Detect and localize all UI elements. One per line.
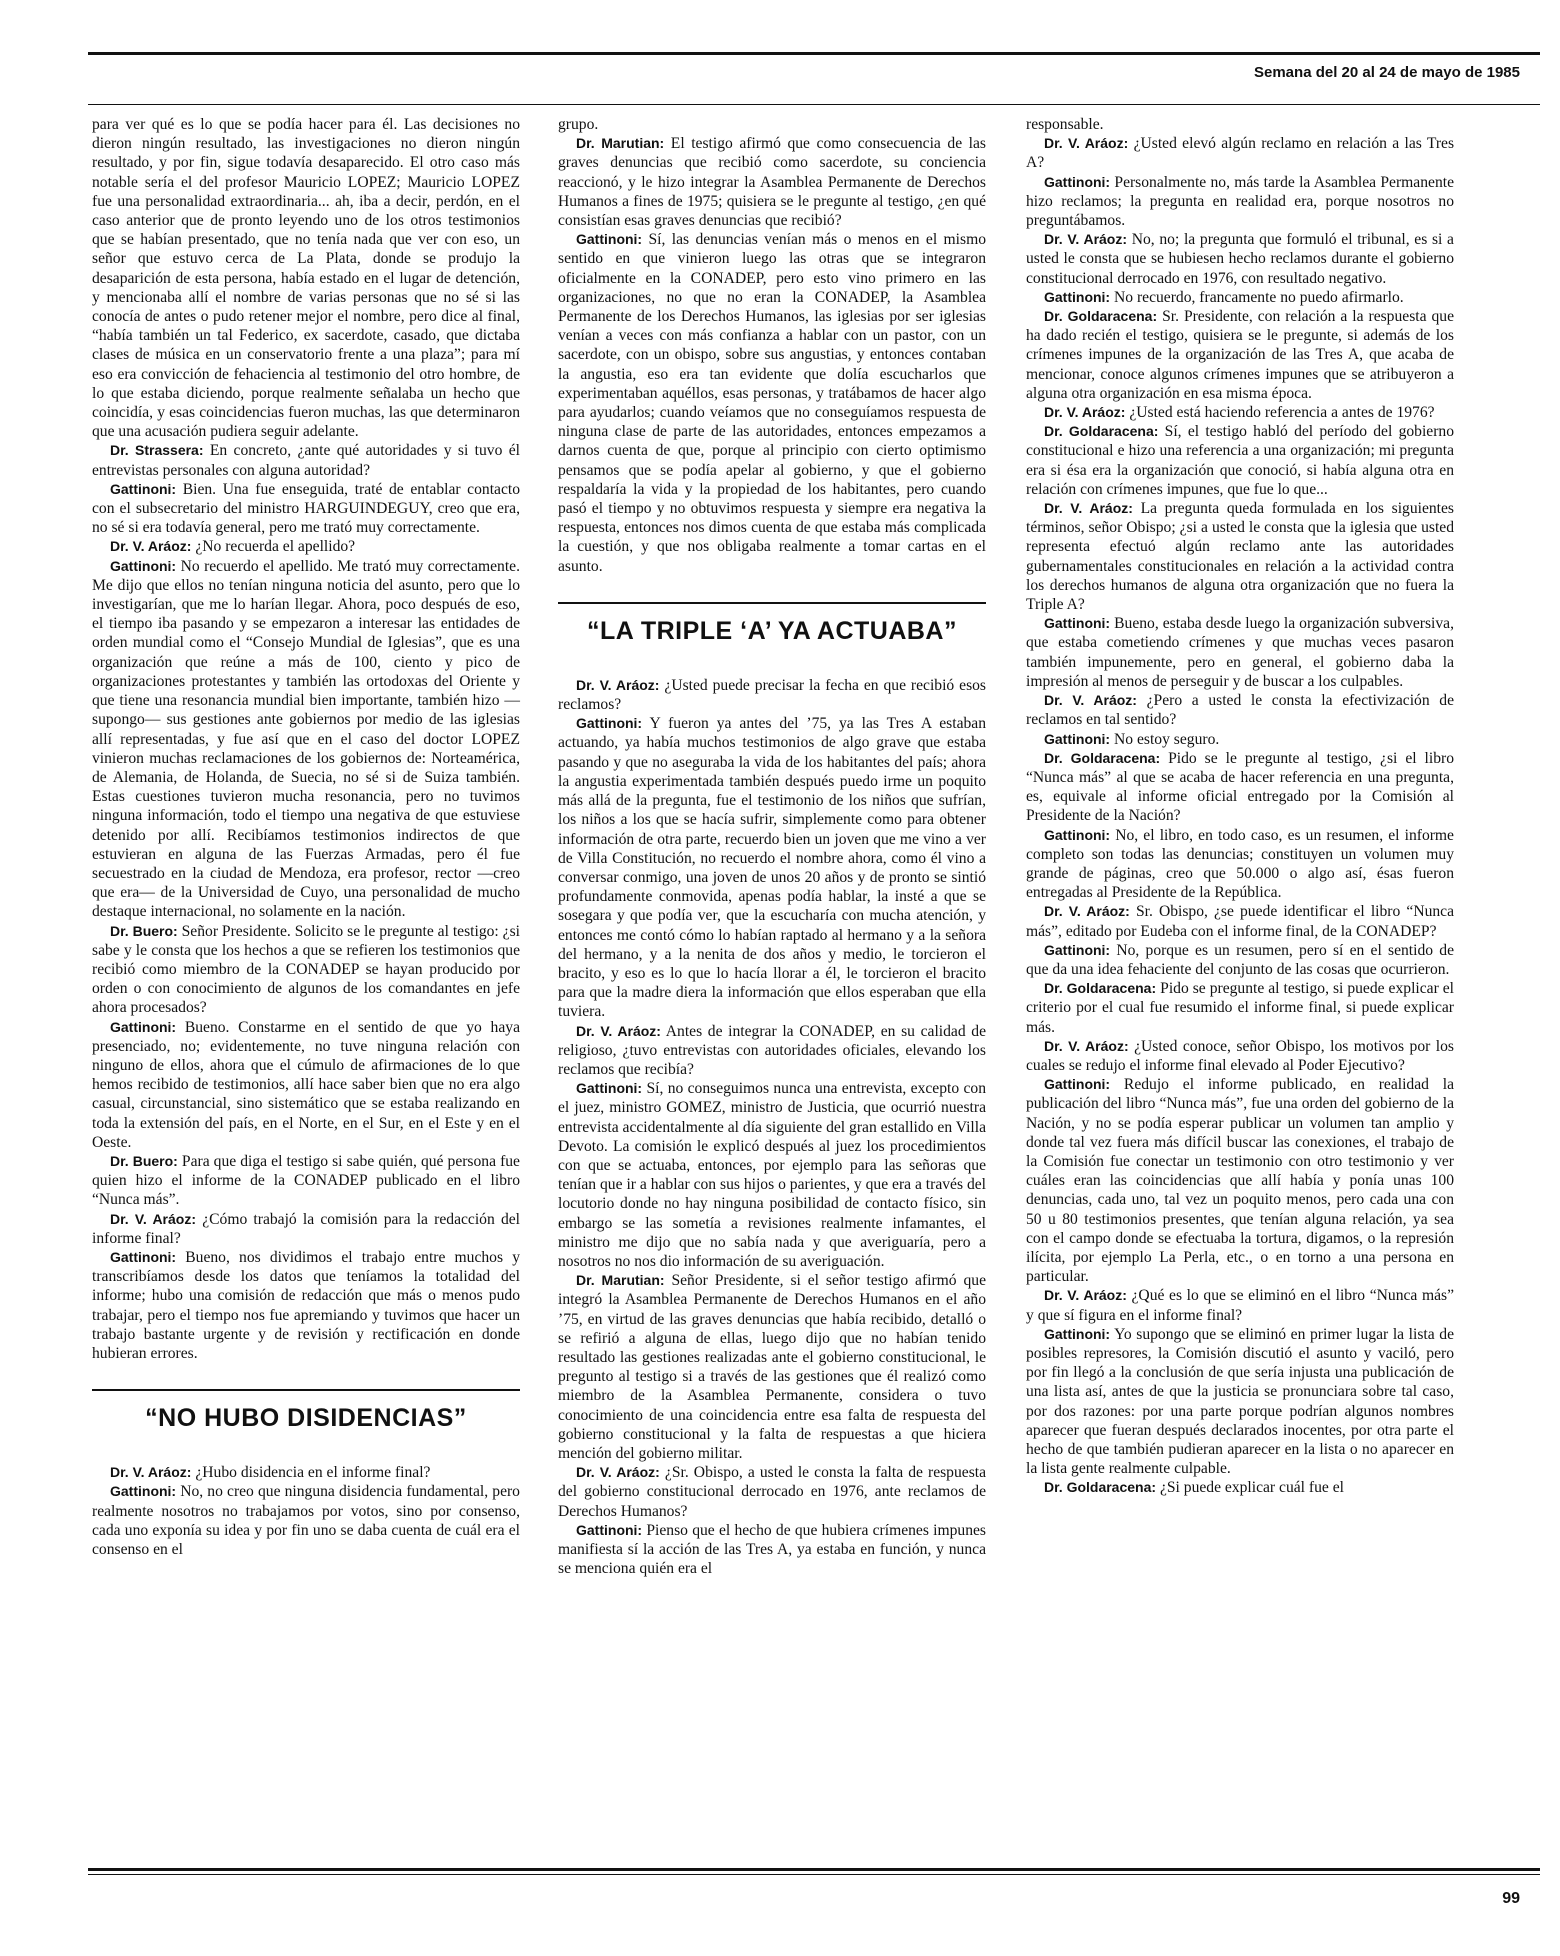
- transcript-paragraph: [1026, 307, 1454, 403]
- transcript-paragraph: [1026, 230, 1454, 288]
- paragraph-text: Bueno, nos dividimos el trabajo entre muchos y transcribíamos desde los datos que teníamos la totalidad del informe; hubo una comisión de redacción que más o menos pudo trabajar, pero el tiempo nos fue apremiando y tuvimos que hacer un trabajo bastante urgente y de revisión y rectificación en donde hubieran errores.: [92, 1248, 520, 1362]
- paragraph-text: El testigo afirmó que como consecuencia de las graves denuncias que recibió como sacerdote, su conciencia reaccionó, y le hizo integrar la Asamblea Permanente de Derechos Humanos a fines de 1975; quisiera se le pregunte al testigo, ¿en qué consistían esas graves denuncias que recibió?: [558, 135, 986, 230]
- speaker-label: Gattinoni:: [110, 1248, 177, 1265]
- speaker-label: Dr. Strassera:: [110, 442, 204, 459]
- speaker-label: Dr. V. Aráoz:: [1044, 500, 1133, 517]
- paragraph-text: Redujo el informe publicado, en realidad la publicación del libro “Nunca más”, fue una orden del gobierno de la Nación, y no se podía esperar publicar un volumen tan amplio y donde tal vez fuera más difícil buscar las conexiones, el trabajo de la Comisión fue conectar un testimonio con otro testimonio y ver cuáles eran las coincidencias que allí había y ponía unas 100 denuncias, cada uno, tal vez un poquito menos, pero cada una con 50 u 80 testimonios presentes, que tenían alguna relación, ya sea con el campo donde se efectuaba la tortura, digamos, o la represión ilícita, por ejemplo La Perla, etc., o en torno a una persona en particular.: [1026, 1076, 1454, 1286]
- speaker-label: Dr. Goldaracena:: [1044, 980, 1157, 997]
- transcript-paragraph: [92, 1463, 520, 1482]
- transcript-paragraph: [1026, 422, 1454, 499]
- speaker-label: Dr. V. Aráoz:: [1044, 692, 1137, 709]
- speaker-label: Dr. V. Aráoz:: [1044, 231, 1128, 248]
- transcript-paragraph: [558, 1271, 986, 1463]
- bottom-rule-thin: [88, 1874, 1540, 1875]
- transcript-paragraph: [1026, 614, 1454, 691]
- paragraph-text: Personalmente no, más tarde la Asamblea Permanente hizo reclamos; la pregunta en realidad era, porque nosotros no preguntábamos.: [1026, 173, 1454, 230]
- speaker-label: Dr. Buero:: [110, 922, 178, 939]
- transcript-paragraph: [1026, 173, 1454, 231]
- transcript-paragraph: [1026, 403, 1454, 422]
- transcript-paragraph: [92, 1210, 520, 1248]
- speaker-label: Gattinoni:: [1044, 1076, 1111, 1093]
- speaker-label: Dr. V. Aráoz:: [1044, 1037, 1129, 1054]
- paragraph-text: No, no; la pregunta que formuló el tribunal, es si a usted le consta que se hubiesen hecho reclamos durante el gobierno constitucional derrocado en 1976, con resultado negativo.: [1026, 231, 1454, 287]
- transcript-paragraph: [92, 557, 520, 922]
- speaker-label: Dr. Goldaracena:: [1044, 308, 1158, 325]
- transcript-paragraph: [1026, 1325, 1454, 1479]
- transcript-paragraph: [92, 441, 520, 479]
- transcript-paragraph: [1026, 1286, 1454, 1324]
- paragraph-text: Pienso que el hecho de que hubiera crímenes impunes manifiesta sí la acción de las Tres A, ya estaba en función, y nunca se menciona quién era el: [558, 1521, 986, 1578]
- transcript-paragraph: [558, 230, 986, 576]
- paragraph-text: Bueno, estaba desde luego la organización subversiva, que estaba cometiendo crímenes y que muchas veces pasaron también impunemente, pero en general, el gobierno daba la impresión al menos de perseguir y de buscar a los culpables.: [1026, 615, 1454, 690]
- transcript-paragraph: [92, 1018, 520, 1152]
- transcript-paragraph: [1026, 979, 1454, 1037]
- paragraph-text: ¿No recuerda el apellido?: [195, 538, 356, 556]
- speaker-label: Gattinoni:: [1044, 730, 1111, 747]
- paragraph-text: para ver qué es lo que se podía hacer para él. Las decisiones no dieron ningún resultado, las investigaciones no dieron ningún resultado, y por fin, sigue todavía desaparecido. El otro caso más notable sería el del profesor Mauricio LOPEZ; Mauricio LOPEZ fue una personalidad extraordinaria... ah, iba a decir, perdón, en el caso anterior que de pronto leyendo uno de los otros testimonios que se habían presentado, que no tenía nada que ver con eso, un señor que estuvo cerca de La Plata, donde se produjo la desaparición de esta persona, había estado en el lugar de detención, y mencionaba allí el nombre de varias personas que no sé si las conocía de antes o pudo retener mejor el nombre, pero dice al final, “había también un tal Federico, ex sacerdote, casado, que dictaba clases de música en un conservatorio frente a una plaza”; para mí eso era convicción de fehaciencia al testimonio del otro hombre, de lo que estaba diciendo, porque realmente señalaba un hecho que coincidía, y esas coincidencias fueron muchas, las que determinaron que una acusación pudiera seguir adelante.: [92, 116, 520, 441]
- paragraph-text: Sí, no conseguimos nunca una entrevista, excepto con el juez, ministro GOMEZ, ministro de Justicia, que ocurrió nuestra entrevista accidentalmente al día siguiente del gran estallido en Villa Devoto. La comisión le explicó después al juez los procedimientos con que se actuaba, entonces, por ejemplo para las señoras que tenían que ir a hablar con sus hijos o parientes, y que era a través del locutorio donde no hay ninguna posibilidad de contacto físico, sin embargo se las sometía a revisiones realmente infamantes, el ministro me dijo que no sabía nada y que averiguaría, pero a nosotros no nos dio información de su averiguación.: [558, 1080, 986, 1270]
- transcript-paragraph: [558, 1022, 986, 1080]
- speaker-label: Dr. Goldaracena:: [1044, 749, 1161, 766]
- transcript-paragraph: [1026, 941, 1454, 979]
- paragraph-text: Sr. Presidente, con relación a la respuesta que ha dado recién el testigo, quisiera se le pregunte, si además de los crímenes impunes de la organización de las Tres A, que acaba de mencionar, conoce algunos crímenes impunes que se atribuyeron a alguna otra organización en esa misma época.: [1026, 308, 1454, 402]
- column-1: [92, 115, 520, 1559]
- speaker-label: Gattinoni:: [1044, 288, 1111, 305]
- transcript-paragraph: [1026, 499, 1454, 614]
- speaker-label: Gattinoni:: [576, 1521, 643, 1538]
- column-3-paragraphs: [1026, 115, 1454, 1498]
- speaker-label: Dr. V. Aráoz:: [110, 538, 192, 555]
- transcript-paragraph: [92, 537, 520, 556]
- transcript-paragraph: [92, 1248, 520, 1363]
- paragraph-text: ¿Qué es lo que se eliminó en el libro “Nunca más” y que sí figura en el informe final?: [1026, 1287, 1454, 1324]
- transcript-paragraph: [92, 1152, 520, 1210]
- speaker-label: Gattinoni:: [576, 1080, 643, 1097]
- paragraph-text: Para que diga el testigo si sabe quién, qué persona fue quien hizo el informe de la CONADEP publicado en el libro “Nunca más”.: [92, 1152, 520, 1209]
- transcript-paragraph: [1026, 730, 1454, 749]
- transcript-paragraph: [558, 676, 986, 714]
- paragraph-text: Antes de integrar la CONADEP, en su calidad de religioso, ¿tuvo entrevistas con autoridades oficiales, elevando los reclamos que recibía?: [558, 1022, 986, 1078]
- paragraph-text: ¿Sr. Obispo, a usted le consta la falta de respuesta del gobierno constitucional derrocado en 1976, ante reclamos de Derechos Humanos?: [558, 1464, 987, 1520]
- paragraph-text: ¿Usted puede precisar la fecha en que recibió esos reclamos?: [558, 676, 987, 714]
- speaker-label: Dr. V. Aráoz:: [576, 676, 660, 693]
- speaker-label: Dr. Marutian:: [576, 135, 665, 152]
- transcript-paragraph: [558, 1521, 986, 1579]
- transcript-paragraph: [1026, 691, 1454, 729]
- paragraph-text: Pido se pregunte al testigo, si puede explicar el criterio por el cual fue resumido el informe final, si puede explicar más.: [1026, 980, 1455, 1036]
- transcript-paragraph: [1026, 288, 1454, 307]
- transcript-paragraph: [1026, 1037, 1454, 1075]
- paragraph-text: No, el libro, en todo caso, es un resumen, el informe completo son todas las denuncias; constituyen un volumen muy grande de páginas, creo que 50.000 o algo así, ésas fueron entregadas al Presidente de la República.: [1026, 826, 1454, 902]
- paragraph-text: ¿Cómo trabajó la comisión para la redacción del informe final?: [92, 1210, 520, 1247]
- paragraph-text: En concreto, ¿ante qué autoridades y si tuvo él entrevistas personales con alguna autoridad?: [92, 442, 520, 479]
- speaker-label: Gattinoni:: [110, 557, 177, 574]
- speaker-label: Dr. V. Aráoz:: [576, 1022, 661, 1039]
- transcript-paragraph: [558, 134, 986, 230]
- paragraph-text: ¿Si puede explicar cuál fue el: [1159, 1479, 1344, 1497]
- paragraph-text: Señor Presidente. Solicito se le pregunte al testigo: ¿si sabe y le consta que los hechos a que se refieren los testimonios que recibió como miembro de la CONADEP se hayan producido por orden o con conocimiento de algunos de los comandantes en jefe ahora procesados?: [92, 922, 520, 1017]
- paragraph-text: ¿Pero a usted le consta la efectivización de reclamos en tal sentido?: [1026, 692, 1455, 729]
- column-2-section-paragraphs: [558, 676, 986, 1579]
- section-heading-la-triple-a-ya-actuaba: “LA TRIPLE ‘A’ YA ACTUABA”: [558, 602, 986, 654]
- paragraph-text: Sí, las denuncias venían más o menos en el mismo sentido en que vinieron luego las otras que se integraron oficialmente en la CONADEP, pero esto vino primero en las organizaciones, no que no eran la CONADEP, la Asamblea Permanente de los Derechos Humanos, las iglesias por ser iglesias venían a veces con más confianza a hablar con un pastor, con un sacerdote, con un obispo, sobre sus angustias, y entonces contaban la angustia, eso era tan evidente que dolía escucharlos que experimentaban aquéllos, esas personas, y tratábamos de hacer algo para ayudarlos; cuando veíamos que no conseguíamos respuesta de ninguna clase de parte de las autoridades, entonces empezamos a darnos cuenta de que, porque al principio con cierto optimismo pensamos que se podía apelar al gobierno, y que el gobierno respaldaría la vida y la propiedad de los habitantes, pero cuando pasó el tiempo y no obtuvimos respuesta y siempre era negativa la respuesta, entonces nos dimos cuenta de que estaba más complicada la cuestión, y que nos obligaba realmente a tomar cartas en el asunto.: [558, 231, 986, 575]
- speaker-label: Gattinoni:: [1044, 615, 1111, 632]
- section-heading-no-hubo-disidencias: “NO HUBO DISIDENCIAS”: [92, 1389, 520, 1441]
- speaker-label: Dr. Goldaracena:: [1044, 423, 1159, 440]
- paragraph-text: ¿Hubo disidencia en el informe final?: [195, 1464, 431, 1482]
- speaker-label: Gattinoni:: [1044, 1325, 1111, 1342]
- transcript-paragraph: [1026, 1478, 1454, 1497]
- column-2: [558, 115, 986, 1578]
- column-2-paragraphs: [558, 115, 986, 576]
- paragraph-text: La pregunta queda formulada en los siguientes términos, señor Obispo; ¿si a usted le consta que la iglesia que usted representa efectuó algún reclamo ante las autoridades gubernamentales constitucionales en relación a la actividad contra los derechos humanos de alguna otra organización que no fuera la Triple A?: [1026, 500, 1454, 614]
- speaker-label: Dr. V. Aráoz:: [576, 1464, 660, 1481]
- speaker-label: Gattinoni:: [1044, 941, 1111, 958]
- speaker-label: Dr. Marutian:: [576, 1272, 665, 1289]
- speaker-label: Gattinoni:: [110, 480, 177, 497]
- transcript-paragraph: [1026, 134, 1454, 172]
- speaker-label: Gattinoni:: [110, 1018, 177, 1035]
- transcript-paragraph: [558, 115, 986, 134]
- transcript-paragraph: [1026, 902, 1454, 940]
- top-rule: [88, 52, 1540, 55]
- header-rule: [88, 104, 1540, 105]
- paragraph-text: ¿Usted conoce, señor Obispo, los motivos por los cuales se redujo el informe final elevado al Poder Ejecutivo?: [1026, 1037, 1454, 1074]
- speaker-label: Gattinoni:: [110, 1483, 177, 1500]
- bottom-rule: [88, 1868, 1540, 1871]
- transcript-paragraph: [92, 922, 520, 1018]
- paragraph-text: Pido se le pregunte al testigo, ¿si el libro “Nunca más” al que se acaba de hacer referencia en una pregunta, es, equivale al informe oficial entregado por la Comisión al Presidente de la Nación?: [1026, 749, 1454, 825]
- transcript-paragraph: [92, 1482, 520, 1559]
- speaker-label: Gattinoni:: [1044, 826, 1111, 843]
- paragraph-text: Sí, el testigo habló del período del gobierno constitucional e hizo una referencia a una organización; mi pregunta era si ésa era la organización que conoció, si había alguna otra en relación con crímenes impunes, que fue lo que...: [1026, 423, 1455, 498]
- speaker-label: Dr. V. Aráoz:: [110, 1210, 197, 1227]
- paragraph-text: No estoy seguro.: [1114, 730, 1220, 748]
- paragraph-text: ¿Usted está haciendo referencia a antes de 1976?: [1129, 404, 1435, 422]
- transcript-paragraph: [1026, 749, 1454, 826]
- speaker-label: Gattinoni:: [576, 715, 643, 732]
- speaker-label: Dr. V. Aráoz:: [110, 1464, 192, 1481]
- transcript-paragraph: [558, 714, 986, 1021]
- paragraph-text: No, no creo que ninguna disidencia fundamental, pero realmente nosotros no trabajamos por votos, sino por consenso, cada uno exponía su idea y por fin uno se daba cuenta de cuál era el consenso en el: [92, 1483, 520, 1559]
- transcript-paragraph: [1026, 826, 1454, 903]
- page-number: 99: [1502, 1890, 1520, 1907]
- speaker-label: Gattinoni:: [1044, 173, 1111, 190]
- paragraph-text: Yo supongo que se eliminó en primer lugar la lista de posibles represores, la Comisión discutió el asunto y vaciló, pero por fin llegó a la conclusión de que sería injusta una publicación de una lista así, antes de que la justicia se pronunciara sobre tal caso, por dos razones: por una parte porque podrían algunos nombres aparecer que fueran después declarados inocentes, por otra parte el hecho de que también pudieran aparecer en la lista o no aparecer en la lista gente realmente culpable.: [1026, 1325, 1454, 1478]
- issue-date: Semana del 20 al 24 de mayo de 1985: [1254, 64, 1520, 81]
- transcript-paragraph: [558, 1463, 986, 1521]
- transcript-paragraph: [558, 1079, 986, 1271]
- paragraph-text: Señor Presidente, si el señor testigo afirmó que integró la Asamblea Permanente de Derechos Humanos en el año ’75, en virtud de las graves denuncias que había recibido, detalló o se refirió a alguna de ellas, luego dijo que no habían tenido resultado las gestiones realizadas ante el gobierno constitucional, le pregunto al testigo si a través de las gestiones que él realizó como miembro de la Asamblea Permanente, considera o tuvo conocimiento de una coincidencia entre esa falta de respuesta del gobierno constitucional y la falta de respuestas a que hiciera mención del gobierno militar.: [558, 1272, 986, 1462]
- speaker-label: Dr. V. Aráoz:: [1044, 135, 1129, 152]
- paragraph-text: No recuerdo el apellido. Me trató muy correctamente. Me dijo que ellos no tenían ninguna noticia del asunto, pero que lo investigarían, que me lo harían llegar. Ahora, poco después de eso, el tiempo iba pasando y se empezaron a interesar las entidades de orden mundial como el “Consejo Mundial de Iglesias”, que es una organización que reúne a más de 100, ciento y pico de organizaciones protestantes y también las ortodoxas del Oriente y que tiene una resonancia mundial bien importante, también hizo —supongo— sus gestiones ante gobiernos por medio de las iglesias allí representadas, y fue así que en el caso del doctor LOPEZ vinieron muchas reclamaciones de los gobiernos de: Norteamérica, de Alemania, de Holanda, de Suecia, no sé si de Suiza también. Estas cuestiones tuvieron mucha resonancia, pero no tuvimos ninguna información, todo el tiempo una negativa de que estuviese detenido por allí. Recibíamos testimonios indirectos de que estuvieran en alguna de las Fuerzas Armadas, pero él fue secuestrado en la ciudad de Mendoza, era profesor, rector —creo que era— de la Universidad de Cuyo, una personalidad de mucho destaque internacional, no solamente en la nación.: [92, 557, 520, 921]
- column-1-paragraphs: [92, 115, 520, 1363]
- paragraph-text: Bien. Una fue enseguida, traté de entablar contacto con el subsecretario del ministro HARGUINDEGUY, creo que era, no sé si era todavía general, pero me trató muy correctamente.: [92, 480, 520, 537]
- paragraph-text: grupo.: [558, 116, 599, 133]
- speaker-label: Dr. V. Aráoz:: [1044, 1287, 1127, 1304]
- paragraph-text: No, porque es un resumen, pero sí en el sentido de que da una idea fehaciente del conjunto de las cosas que ocurrieron.: [1026, 941, 1454, 978]
- speaker-label: Dr. V. Aráoz:: [1044, 903, 1130, 920]
- paragraph-text: Sr. Obispo, ¿se puede identificar el libro “Nunca más”, editado por Eudeba con el informe final, de la CONADEP?: [1026, 903, 1455, 940]
- speaker-label: Dr. Buero:: [110, 1152, 178, 1169]
- speaker-label: Gattinoni:: [576, 231, 643, 248]
- column-3: [1026, 115, 1454, 1498]
- transcript-paragraph: [1026, 115, 1454, 134]
- paragraph-text: Bueno. Constarme en el sentido de que yo haya presenciado, no; evidentemente, no tuve ninguna relación con ninguno de ellos, ahora que el cúmulo de afirmaciones de lo que hemos recibido de testimonios, allí hace saber bien que no era algo casual, circunstancial, sino sistemático que se estaba realizando en toda la extensión del país, en el Norte, en el Sur, en el Este y en el Oeste.: [92, 1018, 520, 1151]
- speaker-label: Dr. V. Aráoz:: [1044, 404, 1126, 421]
- transcript-paragraph: [1026, 1075, 1454, 1286]
- column-1-section-paragraphs: [92, 1463, 520, 1559]
- transcript-paragraph: [92, 115, 520, 441]
- speaker-label: Dr. Goldaracena:: [1044, 1479, 1157, 1496]
- paragraph-text: responsable.: [1026, 116, 1104, 133]
- transcript-paragraph: [92, 480, 520, 538]
- paragraph-text: No recuerdo, francamente no puedo afirmarlo.: [1114, 288, 1404, 306]
- paragraph-text: ¿Usted elevó algún reclamo en relación a las Tres A?: [1026, 135, 1455, 172]
- paragraph-text: Y fueron ya antes del ’75, ya las Tres A estaban actuando, ya había muchos testimonios de algo grave que estaba pasando y que no aseguraba la vida de los habitantes del país; ahora la angustia experimentada también después puedo irme un poquito más allá de la pregunta, fue el testimonio de los niños que sufrían, los niños a los que se hacía sufrir, simplemente como para obtener información de otra parte, recuerdo bien un joven que me vino a ver de Villa Constitución, no recuerdo el nombre ahora, como él vino a conversar conmigo, una joven de unos 20 años y de pronto se sintió profundamente conmovida, apenas podía hablar, la insté a que se sosegara y que podía ver, que la escucharía con mucha atención, y entonces me contó cómo lo habían raptado al hermano y a la señora del hermano, y a la nenita de dos años y medio, le torcieron el bracito, y eso es lo que lo hacía llorar a él, le torcieron el bracito para que la madre diera la información que ellos esperaban que ella tuviera.: [558, 715, 986, 1021]
